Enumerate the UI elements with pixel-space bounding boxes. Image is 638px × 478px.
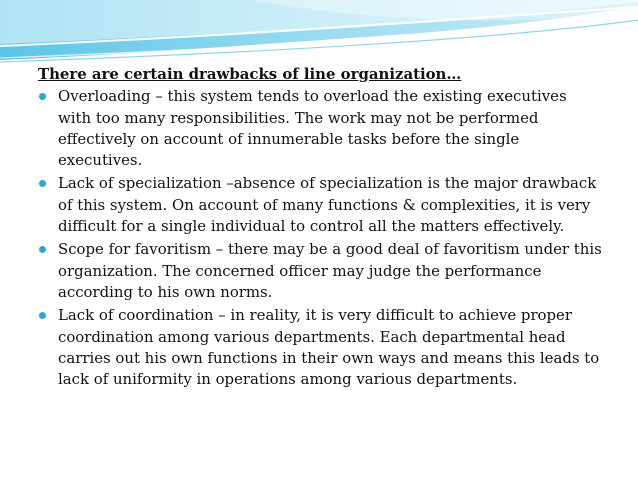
bullet-text: Scope for favoritism – there may be a good deal of favoritism under this organization. The concerned officer may judge the performance according to his own norms. bbox=[58, 240, 602, 301]
bullet-text: Overloading – this system tends to overload the existing executives with too many responsibilities. The work may not be performed effectively on account of innumerable tasks before the single executives. bbox=[58, 87, 567, 170]
bullet-dot-icon bbox=[39, 180, 46, 187]
slide-content bbox=[38, 64, 604, 392]
bullet-dot-icon bbox=[39, 312, 46, 319]
bullet-text: Lack of coordination – in reality, it is very difficult to achieve proper coordination among various departments. Each departmental head carries out his own functions in their own ways and means this leads to lack of uniformity in operations among various departments. bbox=[58, 306, 600, 389]
wave-decoration bbox=[0, 0, 638, 72]
bullet-dot-icon bbox=[39, 246, 46, 253]
bullet-item-coordination bbox=[38, 305, 604, 390]
bullet-text: Lack of specialization –absence of specialization is the major drawback of this system. On account of many functions & complexities, it is very difficult for a single individual to control all the matters effectively. bbox=[58, 174, 597, 236]
bullet-dot-icon bbox=[39, 93, 46, 100]
slide-heading: There are certain drawbacks of line organization… bbox=[38, 65, 462, 83]
bullet-item-overloading bbox=[38, 86, 604, 171]
bullet-list bbox=[38, 86, 604, 390]
bullet-item-specialization bbox=[38, 173, 604, 237]
bullet-item-favoritism bbox=[38, 239, 604, 303]
